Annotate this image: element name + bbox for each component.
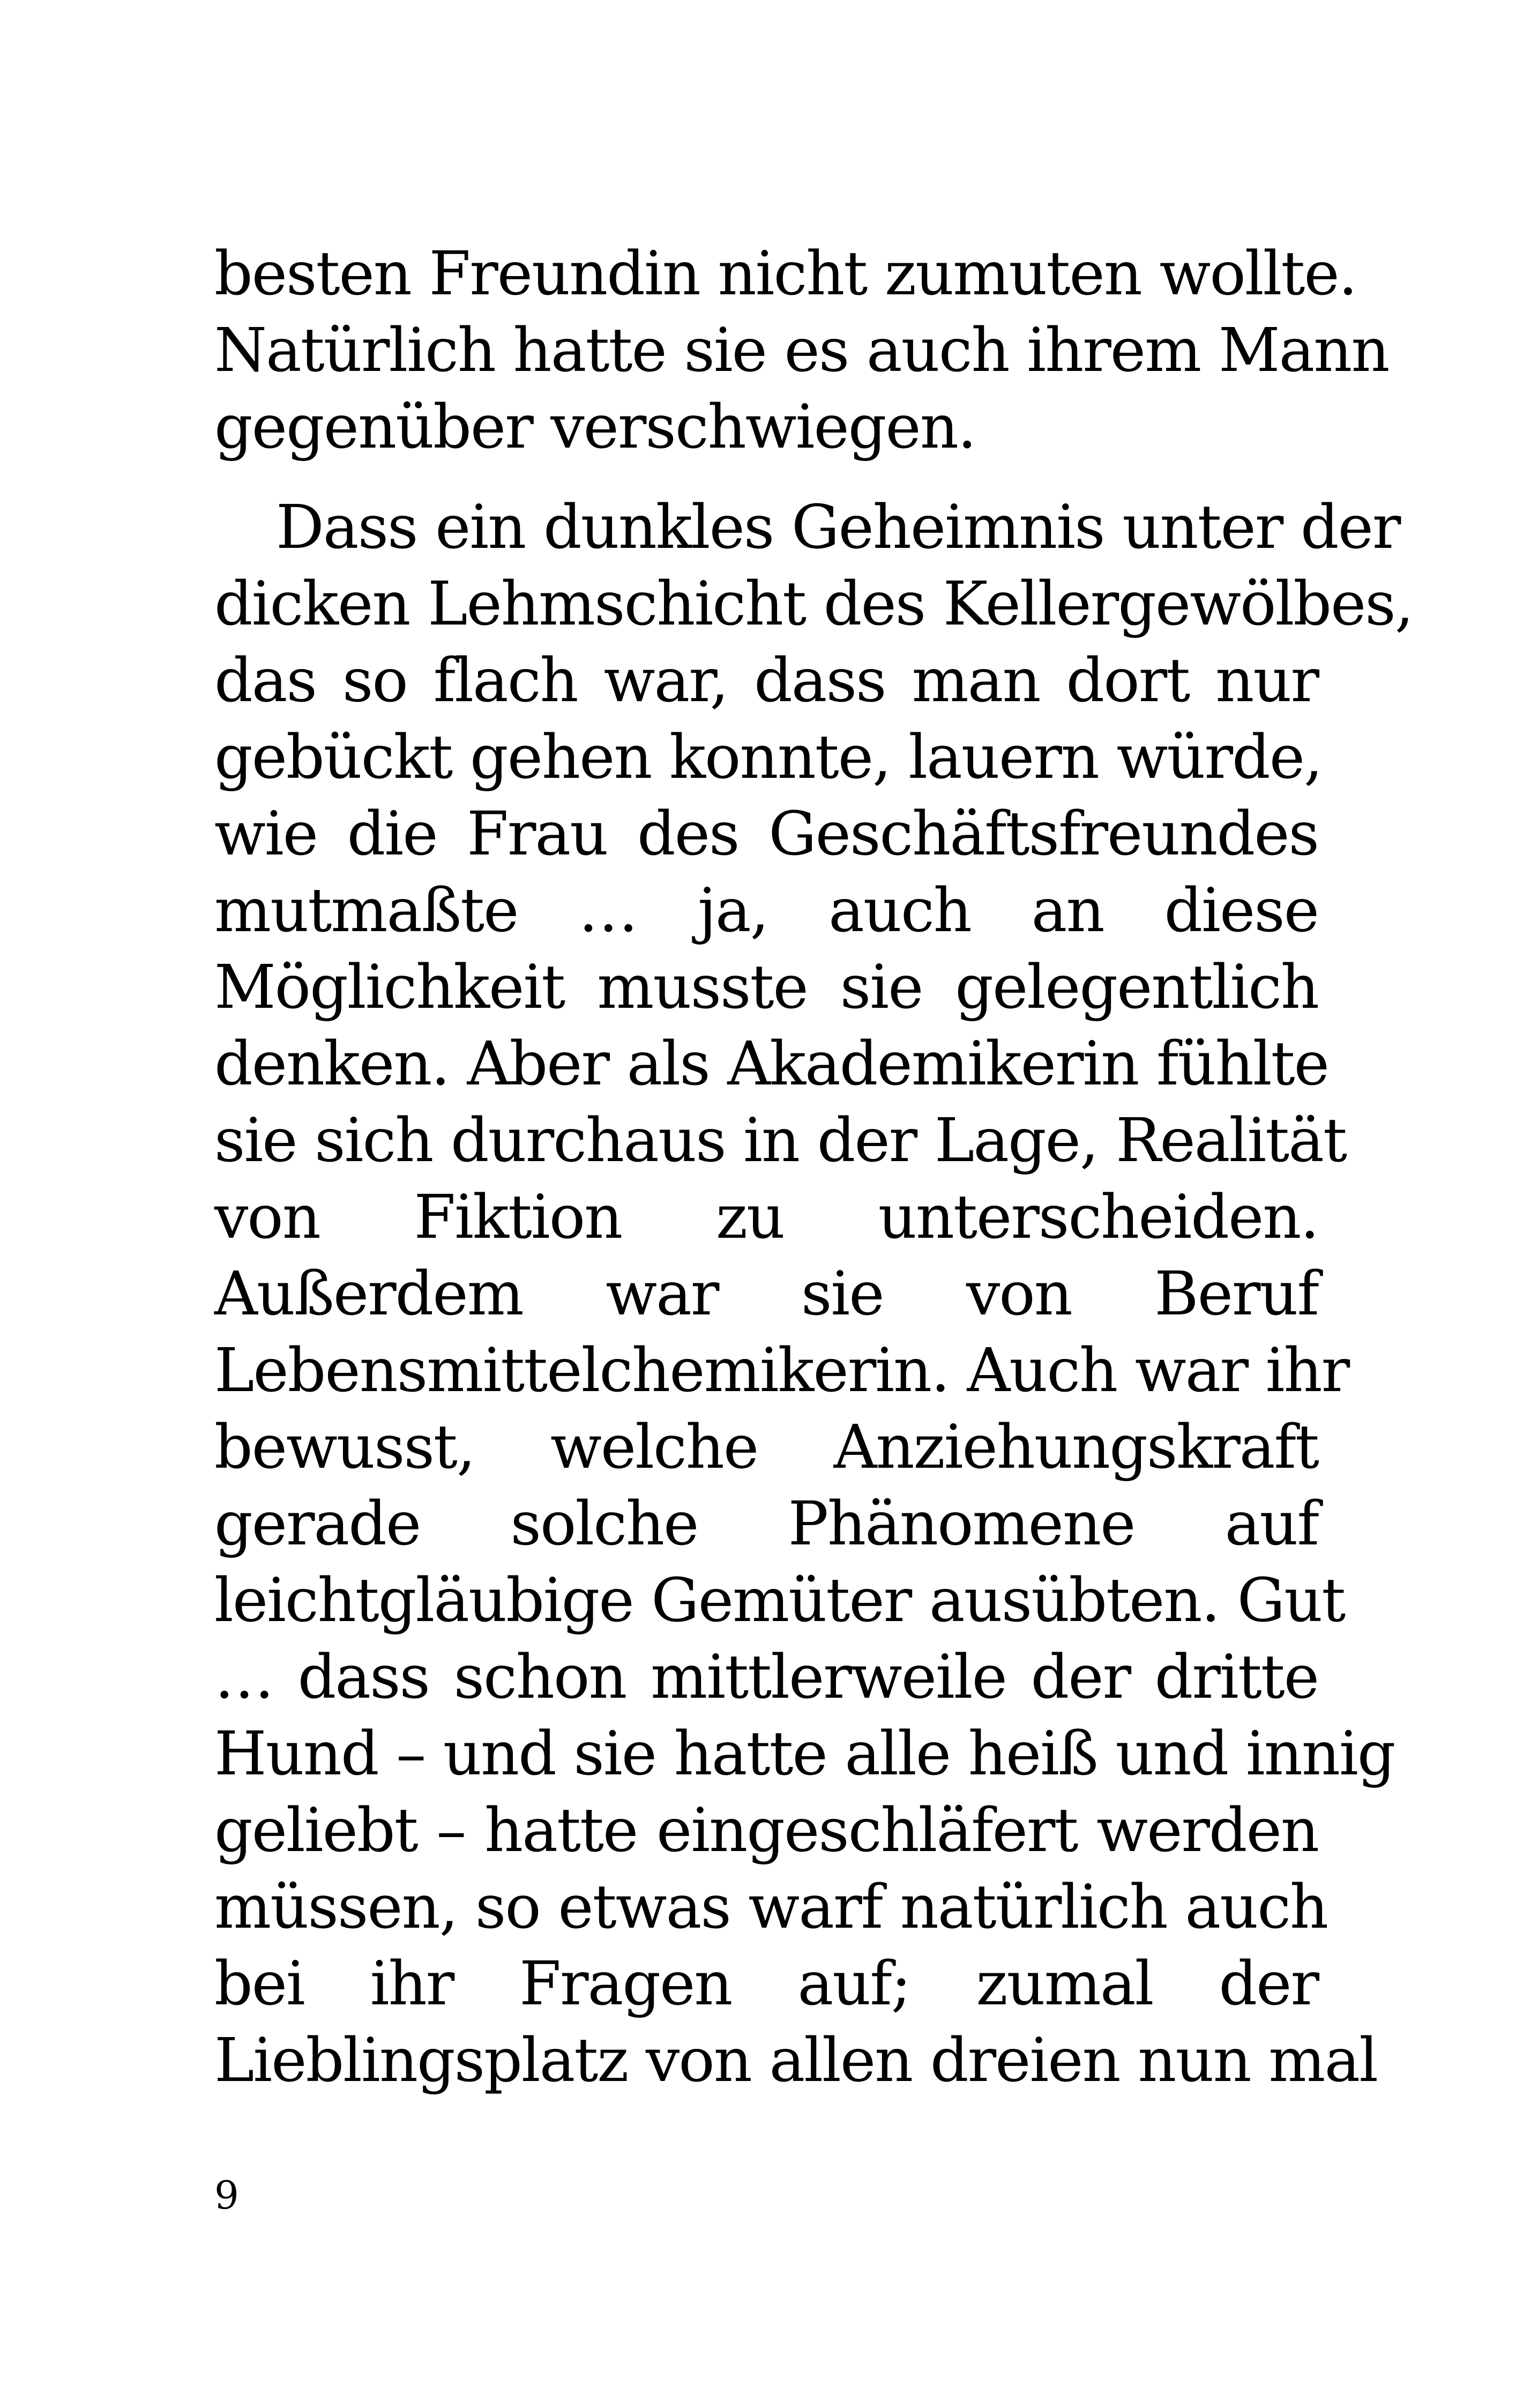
text-line: mutmaßte … ja, auch an diese bbox=[214, 876, 1318, 946]
text-line: Lebensmittelchemikerin. Auch war ihr bbox=[214, 1336, 1349, 1406]
text-line: bei ihr Fragen auf; zumal der bbox=[214, 1949, 1318, 2019]
text-line: denken. Aber als Akademikerin fühlte bbox=[214, 1029, 1328, 1099]
text-line: besten Freundin nicht zumuten wollte. bbox=[214, 239, 1357, 309]
text-line: Natürlich hatte sie es auch ihrem Mann bbox=[214, 316, 1389, 385]
text-line: geliebt – hatte eingeschläfert werden bbox=[214, 1796, 1318, 1866]
text-line: Dass ein dunkles Geheimnis unter der bbox=[276, 493, 1400, 562]
text-line: leichtgläubige Gemüter ausübten. Gut bbox=[214, 1566, 1345, 1636]
paragraph-gap bbox=[214, 466, 1318, 489]
text-line: gebückt gehen konnte, lauern würde, bbox=[214, 723, 1322, 792]
text-line: gegenüber verschwiegen. bbox=[214, 392, 976, 462]
text-line: wie die Frau des Geschäftsfreundes bbox=[214, 799, 1318, 869]
text-line: Möglichkeit musste sie gelegentlich bbox=[214, 953, 1318, 1022]
paragraph-1 bbox=[214, 236, 1389, 466]
text-line: … dass schon mittlerweile der dritte bbox=[214, 1643, 1318, 1712]
text-line: von Fiktion zu unterscheiden. bbox=[214, 1183, 1318, 1252]
text-line: dicken Lehmschicht des Kellergewölbes, bbox=[214, 569, 1413, 639]
text-line: Hund – und sie hatte alle heiß und innig bbox=[214, 1719, 1395, 1789]
text-line: Außerdem war sie von Beruf bbox=[214, 1259, 1318, 1329]
text-line: Lieblingsplatz von allen dreien nun mal bbox=[214, 2026, 1378, 2095]
text-line: das so flach war, dass man dort nur bbox=[214, 646, 1318, 716]
text-line: müssen, so etwas warf natürlich auch bbox=[214, 1872, 1328, 1942]
paragraph-2 bbox=[214, 489, 1413, 2099]
text-line: gerade solche Phänomene auf bbox=[214, 1489, 1318, 1559]
page-number: 9 bbox=[214, 2173, 239, 2218]
page-body bbox=[214, 236, 1413, 2099]
text-line: bewusst, welche Anziehungskraft bbox=[214, 1413, 1318, 1482]
text-line: sie sich durchaus in der Lage, Realität bbox=[214, 1106, 1346, 1176]
